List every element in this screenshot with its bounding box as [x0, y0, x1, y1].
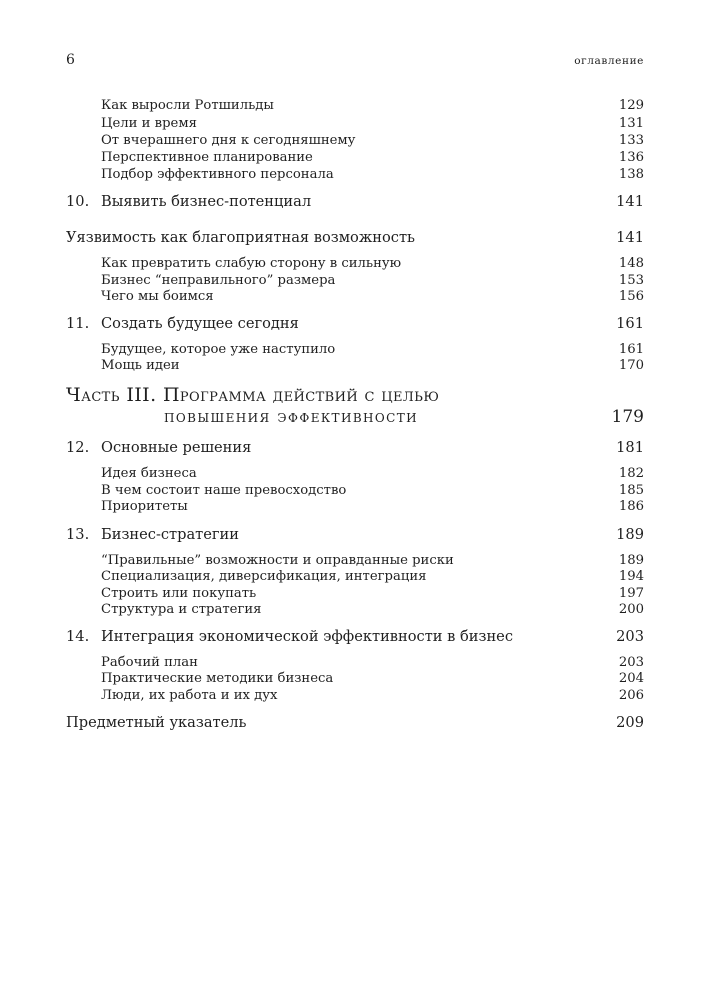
toc-entry-title: Структура и стратегия [101, 602, 262, 617]
toc-entry-page: 197 [618, 586, 644, 601]
toc-entry [0, 688, 710, 708]
chapter-number: 11. [66, 315, 90, 332]
toc-entry-title: Как выросли Ротшильды [101, 98, 274, 113]
toc-entry-title: Рабочий план [101, 655, 198, 670]
toc-entry-page: 200 [618, 602, 644, 617]
part-title-line1: Часть III. Программа действий с целью [66, 384, 440, 406]
toc-entry-page: 153 [618, 273, 644, 288]
chapter-title: Выявить бизнес-потенциал [101, 193, 312, 210]
toc-chapter [0, 526, 710, 546]
section-title: Уязвимость как благоприятная возможность [66, 229, 415, 246]
toc-entry-page: 186 [618, 499, 644, 514]
toc-chapter [0, 628, 710, 648]
toc-entry-page: 148 [618, 256, 644, 271]
chapter-page: 161 [616, 315, 644, 332]
chapter-title: Основные решения [101, 439, 252, 456]
toc-entry-title: Специализация, диверсификация, интеграция [101, 569, 427, 584]
toc-entry-title: Подбор эффективного персонала [101, 167, 334, 182]
toc-entry-page: 204 [618, 671, 644, 686]
toc-entry-title: Люди, их работа и их дух [101, 688, 278, 703]
toc-entry-page: 161 [618, 342, 644, 357]
toc-entry-title: “Правильные” возможности и оправданные риски [101, 553, 454, 568]
toc-entry-page: 170 [618, 358, 644, 373]
toc-entry-page: 206 [618, 688, 644, 703]
chapter-title: Создать будущее сегодня [101, 315, 299, 332]
toc-entry-title: От вчерашнего дня к сегодняшнему [101, 133, 356, 148]
section-page: 141 [616, 229, 644, 246]
toc-section [0, 229, 710, 249]
toc-entry-page: 182 [618, 466, 644, 481]
toc-entry-page: 156 [618, 289, 644, 304]
toc-entry [0, 98, 710, 118]
toc-entry [0, 289, 710, 309]
running-header: оглавление [574, 55, 644, 67]
toc-entry-page: 133 [618, 133, 644, 148]
toc-chapter [0, 439, 710, 459]
chapter-title: Интеграция экономической эффективности в бизнес [101, 628, 513, 645]
chapter-number: 13. [66, 526, 90, 543]
toc-entry-title: Приоритеты [101, 499, 188, 514]
toc-entry-page: 194 [618, 569, 644, 584]
chapter-number: 10. [66, 193, 90, 210]
chapter-page: 203 [616, 628, 644, 645]
toc-entry-title: Как превратить слабую сторону в сильную [101, 256, 402, 271]
toc-entry [0, 358, 710, 378]
toc-entry-title: Бизнес “неправильного” размера [101, 273, 336, 288]
toc-entry-title: Мощь идеи [101, 358, 180, 373]
chapter-title: Бизнес-стратегии [101, 526, 239, 543]
toc-part-heading-continued [0, 407, 710, 431]
toc-section [0, 714, 710, 734]
toc-chapter [0, 315, 710, 335]
chapter-number: 12. [66, 439, 90, 456]
toc-entry-title: В чем состоит наше превосходство [101, 483, 347, 498]
toc-chapter [0, 193, 710, 213]
page-number: 6 [66, 52, 75, 68]
chapter-number: 14. [66, 628, 90, 645]
index-page: 209 [616, 714, 644, 731]
toc-entry-title: Перспективное планирование [101, 150, 313, 165]
toc-entry [0, 167, 710, 187]
toc-entry-page: 136 [618, 150, 644, 165]
toc-entry-title: Идея бизнеса [101, 466, 197, 481]
toc-entry-page: 129 [618, 98, 644, 113]
toc-entry-title: Практические методики бизнеса [101, 671, 334, 686]
toc-entry-page: 131 [618, 116, 644, 131]
chapter-page: 181 [616, 439, 644, 456]
toc-entry-title: Чего мы боимся [101, 289, 214, 304]
toc-entry-page: 185 [618, 483, 644, 498]
toc-entry-page: 203 [618, 655, 644, 670]
toc-entry-page: 189 [618, 553, 644, 568]
chapter-page: 189 [616, 526, 644, 543]
toc-entry-page: 138 [618, 167, 644, 182]
chapter-page: 141 [616, 193, 644, 210]
toc-entry [0, 499, 710, 519]
toc-entry-title: Строить или покупать [101, 586, 257, 601]
index-title: Предметный указатель [66, 714, 247, 731]
toc-entry-title: Цели и время [101, 116, 197, 131]
part-title-line2: повышения эффективности [164, 407, 418, 427]
part-page: 179 [611, 407, 644, 427]
toc-entry-title: Будущее, которое уже наступило [101, 342, 336, 357]
toc-entry [0, 602, 710, 622]
